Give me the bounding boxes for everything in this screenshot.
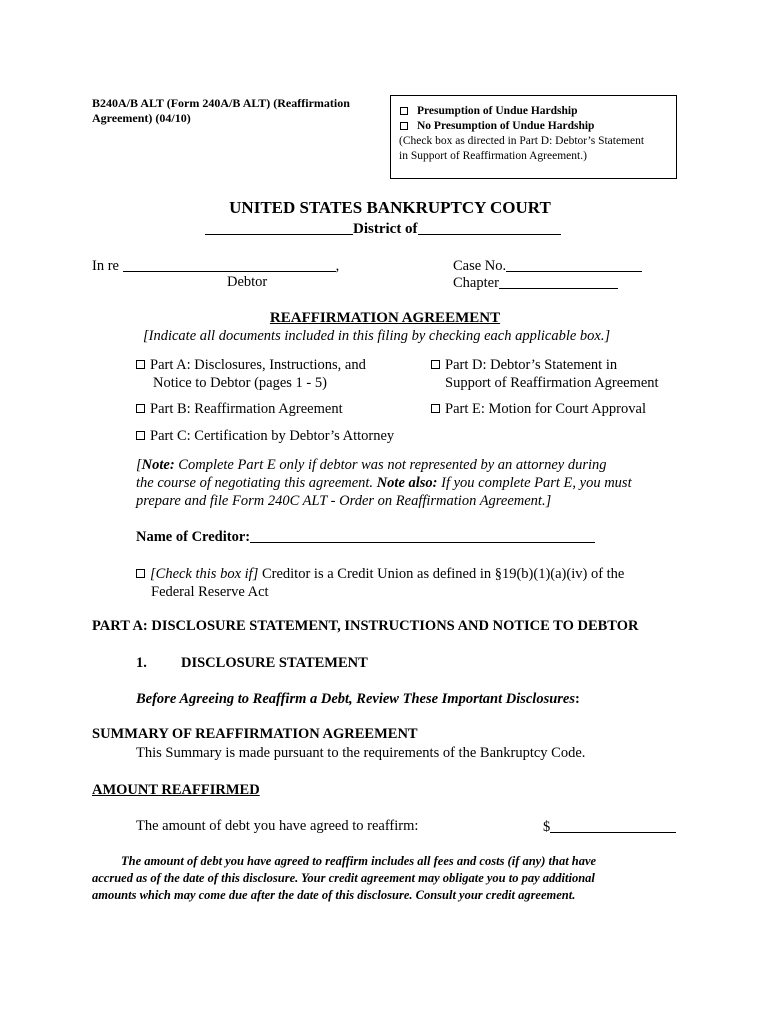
part-d-label-2: Support of Reaffirmation Agreement bbox=[445, 375, 659, 391]
presumption-checkbox[interactable] bbox=[400, 107, 408, 115]
credit-union-checkbox[interactable] bbox=[136, 569, 145, 578]
summary-heading: SUMMARY OF REAFFIRMATION AGREEMENT bbox=[92, 726, 418, 742]
form-id bbox=[92, 96, 350, 126]
part-c-checkbox[interactable] bbox=[136, 431, 145, 440]
form-id-line2: Agreement) (04/10) bbox=[92, 111, 191, 125]
part-d-item[interactable] bbox=[431, 356, 659, 392]
note-text-4: prepare and file Form 240C ALT - Order on Reaffirmation Agreement.] bbox=[136, 493, 552, 509]
warning-line-3: amounts which may come due after the date of this disclosure. Consult your credit agreement. bbox=[92, 888, 576, 902]
box-note-line2: in Support of Reaffirmation Agreement.) bbox=[399, 150, 587, 162]
chapter-line bbox=[453, 274, 618, 292]
case-no-label: Case No. bbox=[453, 258, 507, 274]
presumption-option[interactable] bbox=[399, 104, 670, 119]
chapter-field[interactable] bbox=[499, 274, 618, 289]
part-e-checkbox[interactable] bbox=[431, 404, 440, 413]
part-d-label-1: Part D: Debtor’s Statement in bbox=[445, 357, 618, 373]
amount-heading: AMOUNT REAFFIRMED bbox=[92, 782, 260, 798]
part-a-heading: PART A: DISCLOSURE STATEMENT, INSTRUCTIONS AND NOTICE TO DEBTOR bbox=[92, 618, 639, 634]
form-id-line1: B240A/B ALT (Form 240A/B ALT) (Reaffirmation bbox=[92, 96, 350, 110]
amount-question: The amount of debt you have agreed to reaffirm: bbox=[136, 818, 419, 834]
no-presumption-option[interactable] bbox=[399, 119, 670, 134]
credit-union-text-2: Federal Reserve Act bbox=[151, 584, 269, 600]
summary-text: This Summary is made pursuant to the requirements of the Bankruptcy Code. bbox=[136, 745, 586, 761]
review-text: Before Agreeing to Reaffirm a Debt, Review These Important Disclosures bbox=[136, 691, 576, 707]
in-re-line bbox=[92, 257, 339, 275]
note-text-1: Complete Part E only if debtor was not represented by an attorney during bbox=[174, 457, 607, 473]
district-line bbox=[205, 220, 561, 238]
note-text-3: If you complete Part E, you must bbox=[437, 475, 632, 491]
creditor-label: Name of Creditor: bbox=[136, 529, 251, 545]
part-a-label-2: Notice to Debtor (pages 1 - 5) bbox=[153, 375, 327, 391]
part-a-checkbox[interactable] bbox=[136, 360, 145, 369]
credit-union-text: Creditor is a Credit Union as defined in §19(b)(1)(a)(iv) of the bbox=[258, 566, 625, 582]
creditor-name-field[interactable] bbox=[250, 528, 595, 543]
credit-union-item[interactable] bbox=[136, 565, 624, 601]
part-c-item[interactable] bbox=[136, 428, 394, 445]
district-label: District of bbox=[353, 221, 418, 237]
agreement-title: REAFFIRMATION AGREEMENT bbox=[269, 310, 501, 326]
part-e-label: Part E: Motion for Court Approval bbox=[445, 401, 646, 417]
part-d-checkbox[interactable] bbox=[431, 360, 440, 369]
part-e-item[interactable] bbox=[431, 401, 646, 418]
box-note-line1: (Check box as directed in Part D: Debtor’s Statement bbox=[399, 135, 645, 147]
no-presumption-label: No Presumption of Undue Hardship bbox=[417, 120, 595, 132]
section-number: 1. bbox=[136, 655, 147, 671]
warning-line-2: accrued as of the date of this disclosure. Your credit agreement may obligate you to pay additional bbox=[92, 871, 595, 885]
creditor-line bbox=[136, 528, 595, 546]
hardship-box bbox=[390, 95, 677, 179]
note-open-bracket: [ bbox=[136, 457, 142, 473]
debtor-name-field[interactable] bbox=[123, 257, 336, 272]
review-colon: : bbox=[575, 691, 580, 707]
credit-union-italic: [Check this box if] bbox=[150, 566, 259, 582]
amount-warning bbox=[92, 853, 692, 904]
review-line bbox=[136, 691, 580, 708]
part-b-label: Part B: Reaffirmation Agreement bbox=[150, 401, 343, 417]
district-blank-left[interactable] bbox=[205, 220, 353, 235]
warning-line-1: The amount of debt you have agreed to reaffirm includes all fees and costs (if any) that have bbox=[121, 854, 597, 868]
part-a-item[interactable] bbox=[136, 356, 366, 392]
dollar-sign: $ bbox=[543, 819, 551, 835]
presumption-label: Presumption of Undue Hardship bbox=[417, 105, 578, 117]
in-re-label: In re bbox=[92, 258, 119, 274]
part-c-label: Part C: Certification by Debtor’s Attorney bbox=[150, 428, 395, 444]
note-text-2: the course of negotiating this agreement. bbox=[136, 475, 377, 491]
court-title: UNITED STATES BANKRUPTCY COURT bbox=[229, 198, 551, 217]
in-re-comma: , bbox=[335, 258, 340, 274]
amount-field[interactable] bbox=[550, 818, 676, 833]
debtor-label: Debtor bbox=[227, 274, 268, 290]
part-b-item[interactable] bbox=[136, 401, 343, 418]
case-no-line bbox=[453, 257, 642, 275]
amount-line bbox=[543, 818, 676, 836]
note-label: Note: bbox=[141, 457, 175, 473]
part-b-checkbox[interactable] bbox=[136, 404, 145, 413]
agreement-instruction: [Indicate all documents included in this filing by checking each applicable box.] bbox=[143, 328, 611, 344]
part-a-label-1: Part A: Disclosures, Instructions, and bbox=[150, 357, 366, 373]
note-also-label: Note also: bbox=[376, 475, 438, 491]
note-paragraph bbox=[136, 456, 696, 510]
no-presumption-checkbox[interactable] bbox=[400, 122, 408, 130]
district-blank-right[interactable] bbox=[418, 220, 561, 235]
case-no-field[interactable] bbox=[506, 257, 642, 272]
chapter-label: Chapter bbox=[453, 275, 499, 291]
section-title: DISCLOSURE STATEMENT bbox=[181, 655, 368, 671]
